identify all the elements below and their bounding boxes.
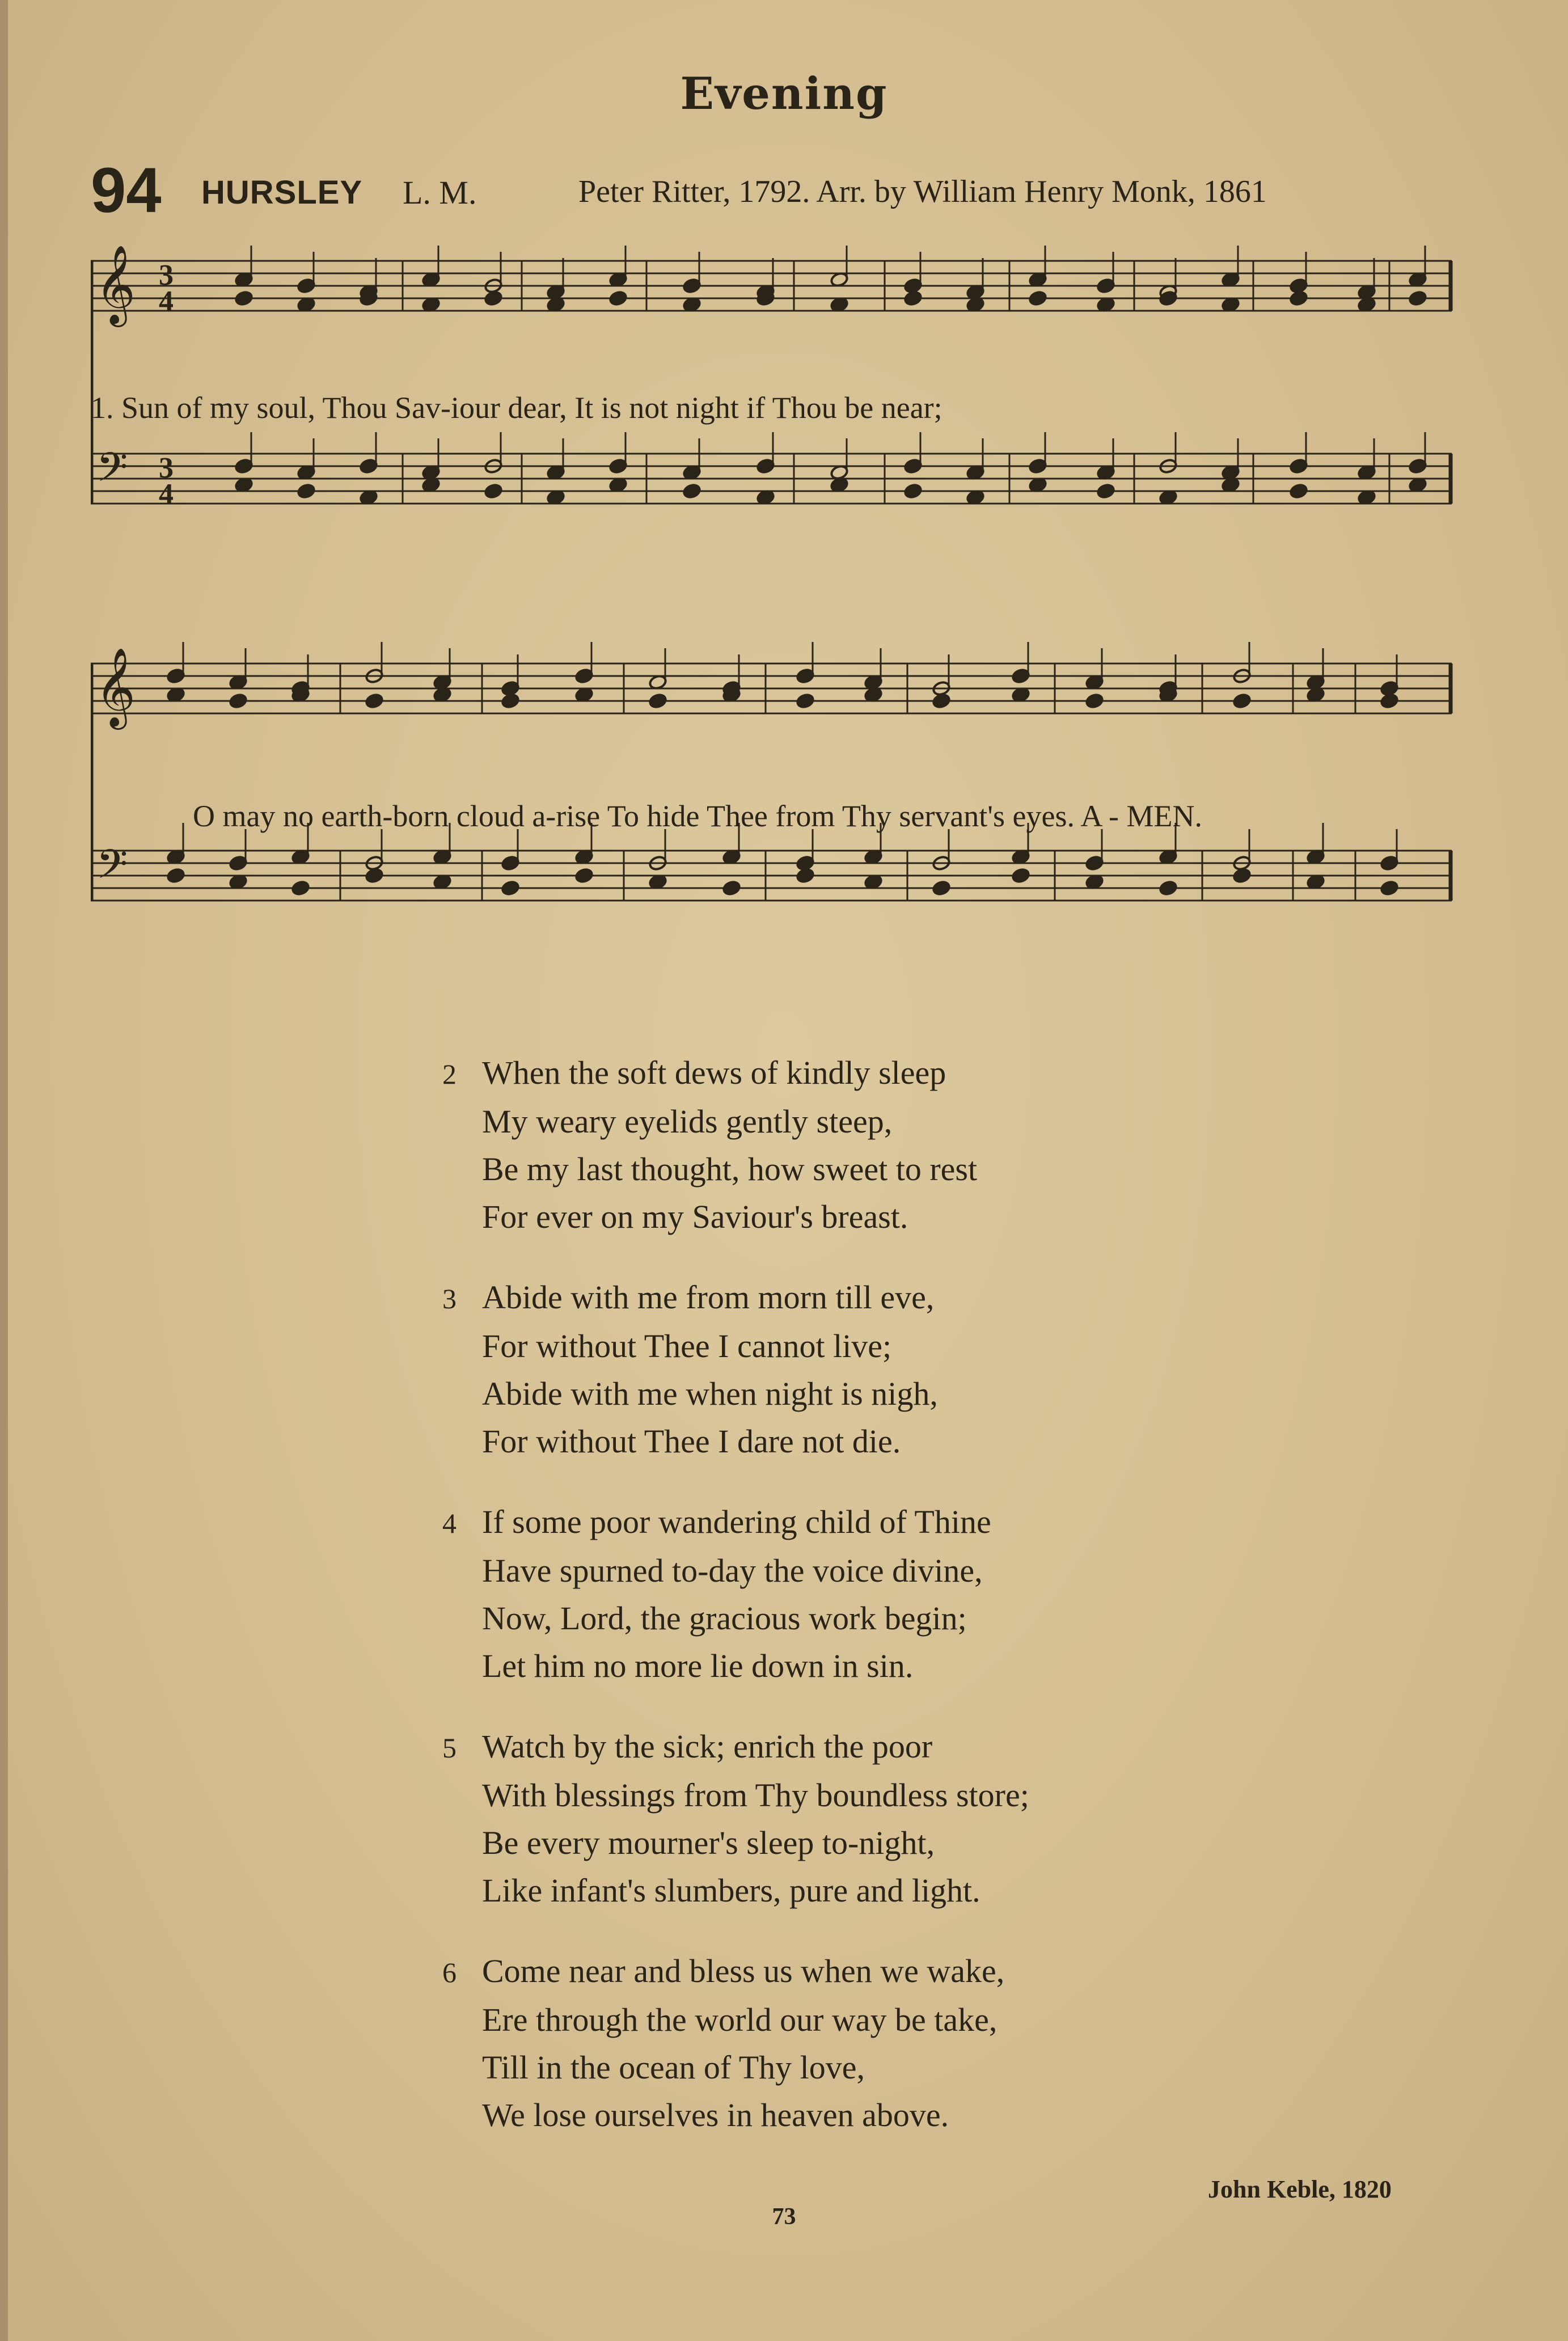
page-edge [0,0,8,2341]
note-head [648,693,667,709]
verse-line: For ever on my Saviour's breast. [482,1198,908,1235]
meter: L. M. [403,174,477,211]
verse [442,1049,1236,1241]
note-head [796,693,814,709]
note-head [1289,290,1308,306]
note-head [484,483,502,499]
time-signature-bottom: 4 [159,478,174,510]
note-head [1380,880,1398,896]
verse [442,1723,1236,1915]
hymn-header [91,155,1395,227]
verse-number: 6 [442,1957,457,1988]
treble-clef: 𝄞 [95,648,136,726]
note-head [1028,290,1047,306]
verse-line: We lose ourselves in heaven above. [482,2097,949,2133]
note-head [1096,483,1115,499]
note-head [932,693,950,709]
note-head [484,290,502,306]
note-head [1289,483,1308,499]
note-head [365,868,383,884]
note-head [229,693,247,709]
verse-line: 2 When the soft dews of kindly sleep [442,1049,1236,1098]
verse [442,1498,1236,1690]
verse-line: Now, Lord, the gracious work begin; [482,1600,967,1637]
note-head [501,880,519,896]
note-head [722,880,741,896]
note-head [1408,290,1427,306]
verse-line: Like infant's slumbers, pure and light. [482,1872,980,1909]
verse-line: Have spurned to-day the voice divine, [482,1552,983,1589]
verse-line: 3 Abide with me from morn till eve, [442,1274,1236,1322]
verse-number: 4 [442,1507,457,1539]
note-head [932,880,950,896]
note-head [682,483,701,499]
lyric-line-2: O may no earth-born cloud a-rise To hide Thee from Thy servant's eyes. A - MEN. [193,799,1203,833]
verse-line: Abide with me when night is nigh, [482,1375,938,1412]
page-number: 73 [772,2204,796,2230]
note-head [796,868,814,884]
note-head [1232,868,1251,884]
note-head [1011,868,1030,884]
verse-line: My weary eyelids gently steep, [482,1103,893,1140]
verse-line: Be my last thought, how sweet to rest [482,1151,978,1188]
note-head [166,868,185,884]
note-head [234,290,253,306]
verse-line: 5 Watch by the sick; enrich the poor [442,1723,1236,1772]
note-head [365,693,383,709]
verse-line: Be every mourner's sleep to-night, [482,1824,935,1861]
bass-clef: 𝄢 [96,444,128,501]
verse-line: 6 Come near and bless us when we wake, [442,1947,1236,1996]
verse-line: Let him no more lie down in sin. [482,1647,914,1684]
composer-credit: Peter Ritter, 1792. Arr. by William Henry Monk, 1861 [578,174,1267,209]
author-credit: John Keble, 1820 [1208,2175,1392,2203]
lyric-line-1: 1. Sun of my soul, Thou Sav-iour dear, It is not night if Thou be near; [91,391,943,425]
verses [442,1049,1236,2172]
treble-clef: 𝄞 [95,245,136,324]
bass-clef: 𝄢 [96,841,128,898]
verse-line: For without Thee I cannot live; [482,1328,892,1364]
time-signature-top: 3 [159,259,174,291]
note-head [1085,693,1104,709]
note-head [297,483,315,499]
note-head [1232,693,1251,709]
verse-number: 5 [442,1732,457,1764]
verse [442,1947,1236,2139]
note-head [574,868,593,884]
verse-number: 3 [442,1283,457,1315]
note-head [291,880,310,896]
verse [442,1274,1236,1465]
verse-line: 4 If some poor wandering child of Thine [442,1498,1236,1547]
section-title: Evening [680,68,888,120]
time-signature-top: 3 [159,452,174,484]
verse-line: For without Thee I dare not die. [482,1423,901,1460]
hymn-number: 94 [91,155,162,226]
note-head [501,693,519,709]
verse-line: Till in the ocean of Thy love, [482,2049,865,2086]
note-head [1159,880,1177,896]
verse-number: 2 [442,1058,457,1090]
tune-name: HURSLEY [201,174,363,211]
verse-line: With blessings from Thy boundless store; [482,1777,1029,1814]
note-head [1380,693,1398,709]
time-signature-bottom: 4 [159,285,174,318]
note-head [608,290,627,306]
note-head [903,290,922,306]
note-head [903,483,922,499]
verse-line: Ere through the world our way be take, [482,2001,998,2038]
